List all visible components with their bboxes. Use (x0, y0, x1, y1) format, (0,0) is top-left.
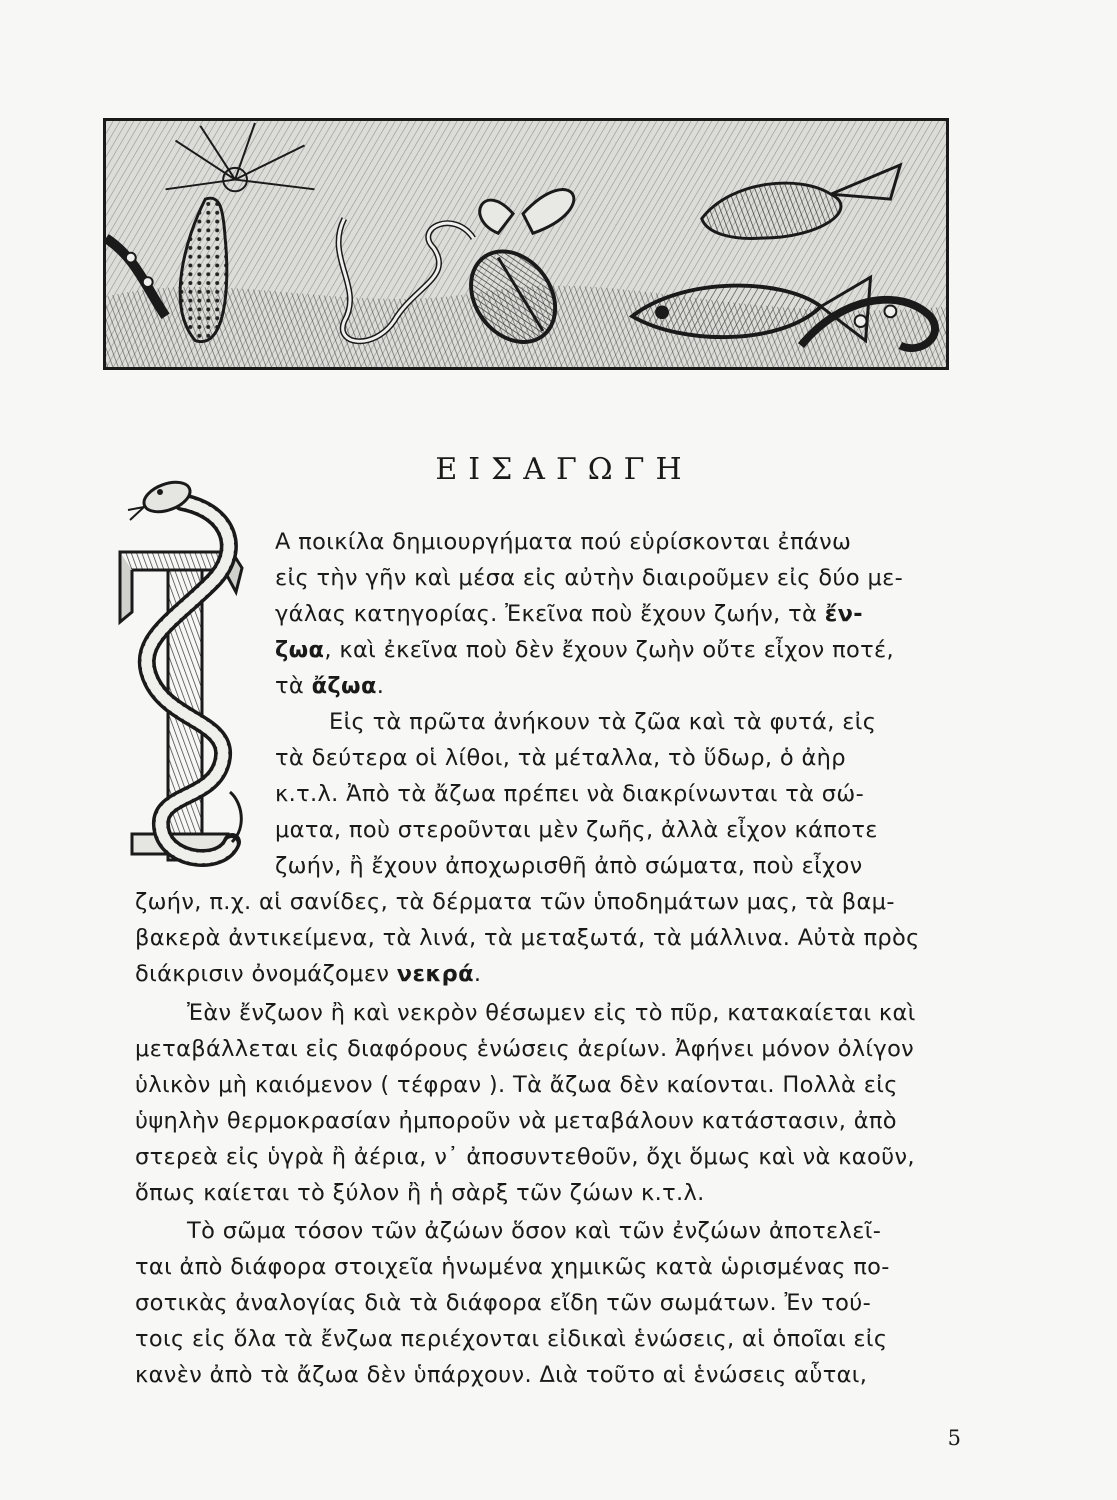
bold-term: ζωα (275, 637, 325, 663)
bold-term: νεκρά (396, 961, 474, 987)
text-segment: σοτικὰς ἀναλογίας διὰ τὰ διάφορα εἴδη τῶν σωμάτων. Ἐν τού- (135, 1290, 872, 1316)
text-line (329, 707, 876, 737)
initial-letter-t-with-snake (112, 472, 272, 880)
text-segment: ὑψηλὴν θερμοκρασίαν ἠμποροῦν νὰ μεταβάλουν κατάστασιν, ἀπὸ (135, 1108, 897, 1134)
text-line (275, 671, 384, 701)
text-segment: τοις εἰς ὅλα τὰ ἔνζωα περιέχονται εἰδικαὶ ἑνώσεις, αἱ ὁποῖαι εἰς (135, 1326, 888, 1352)
text-segment: τὰ (275, 673, 312, 699)
decorative-initial-snake-icon (112, 472, 272, 880)
text-line (275, 743, 846, 773)
nature-engraving-image (106, 121, 946, 367)
text-segment: . (473, 961, 482, 987)
text-segment: τὰ δεύτερα οἱ λίθοι, τὰ μέταλλα, τὸ ὕδωρ, ὁ ἀὴρ (275, 745, 846, 771)
text-segment: διάκρισιν ὀνομάζομεν (135, 961, 397, 987)
text-segment: γάλας κατηγορίας. Ἐκεῖνα ποὺ ἔχουν ζωήν, τὰ (275, 601, 825, 627)
text-segment: . (376, 673, 385, 699)
text-line (187, 1216, 881, 1246)
text-segment: εἰς τὴν γῆν καὶ μέσα εἰς αὐτὴν διαιροῦμεν εἰς δύο με- (275, 565, 904, 591)
text-line (135, 1324, 887, 1354)
text-line (135, 1106, 897, 1136)
section-heading: ΕΙΣΑΓΩΓΗ (435, 452, 693, 487)
text-line (275, 563, 903, 593)
text-line (275, 815, 878, 845)
text-segment: κ.τ.λ. Ἀπὸ τὰ ἄζωα πρέπει νὰ διακρίνωνται τὰ σώ- (275, 781, 865, 807)
text-line (135, 1360, 867, 1390)
text-line (187, 998, 916, 1028)
text-line (275, 527, 851, 557)
headpiece-engraving (103, 118, 949, 370)
page-number: 5 (947, 1426, 961, 1450)
text-line (135, 923, 920, 953)
text-line (135, 1252, 890, 1282)
text-line (135, 1288, 871, 1318)
text-line (135, 1070, 898, 1100)
text-segment: ὑλικὸν μὴ καιόμενον ( τέφραν ). Τὰ ἄζωα δὲν καίονται. Πολλὰ εἰς (135, 1072, 898, 1098)
text-line (135, 887, 895, 917)
text-segment: ζωήν, ἢ ἔχουν ἀποχωρισθῆ ἀπὸ σώματα, ποὺ εἶχον (275, 853, 863, 879)
text-segment: ὅπως καίεται τὸ ξύλον ἢ ἡ σὰρξ τῶν ζώων κ.τ.λ. (135, 1180, 705, 1206)
text-segment: , καὶ ἐκεῖνα ποὺ δὲν ἔχουν ζωὴν οὔτε εἶχον ποτέ, (324, 637, 895, 663)
text-segment: ματα, ποὺ στεροῦνται μὲν ζωῆς, ἀλλὰ εἶχον κάποτε (275, 817, 878, 843)
text-line (135, 959, 481, 989)
text-segment: ται ἀπὸ διάφορα στοιχεῖα ἡνωμένα χημικῶς κατὰ ὡρισμένας πο- (135, 1254, 890, 1280)
text-segment: βακερὰ ἀντικείμενα, τὰ λινά, τὰ μεταξωτά, τὰ μάλλινα. Αὐτὰ πρὸς (135, 925, 920, 951)
text-segment: μεταβάλλεται εἰς διαφόρους ἑνώσεις ἀερίων. Ἀφήνει μόνον ὀλίγον (135, 1036, 915, 1062)
text-line (275, 635, 894, 665)
text-line (275, 599, 863, 629)
text-segment: κανὲν ἀπὸ τὰ ἄζωα δὲν ὑπάρχουν. Διὰ τοῦτο αἱ ἑνώσεις αὗται, (135, 1362, 868, 1388)
bold-term: ἄζωα (311, 673, 377, 699)
text-segment: Α ποικίλα δημιουργήματα πού εὑρίσκονται ἐπάνω (275, 529, 852, 555)
text-segment: στερεὰ εἰς ὑγρὰ ἢ ἀέρια, ν᾿ ἀποσυντεθοῦν, ὄχι ὅμως καὶ νὰ καοῦν, (135, 1144, 915, 1170)
text-line (275, 779, 864, 809)
text-line (135, 1178, 705, 1208)
text-line (135, 1034, 914, 1064)
text-segment: ζωήν, π.χ. αἱ σανίδες, τὰ δέρματα τῶν ὑποδημάτων μας, τὰ βαμ- (135, 889, 895, 915)
text-segment: Ἐὰν ἔνζωον ἢ καὶ νεκρὸν θέσωμεν εἰς τὸ πῦρ, κατακαίεται καὶ (187, 1000, 916, 1026)
text-segment: Εἰς τὰ πρῶτα ἀνήκουν τὰ ζῶα καὶ τὰ φυτά, εἰς (329, 709, 877, 735)
bold-term: ἔν- (824, 601, 863, 627)
text-line (275, 851, 863, 881)
text-line (135, 1142, 915, 1172)
text-segment: Τὸ σῶμα τόσον τῶν ἀζώων ὅσον καὶ τῶν ἐνζώων ἀποτελεῖ- (187, 1218, 882, 1244)
